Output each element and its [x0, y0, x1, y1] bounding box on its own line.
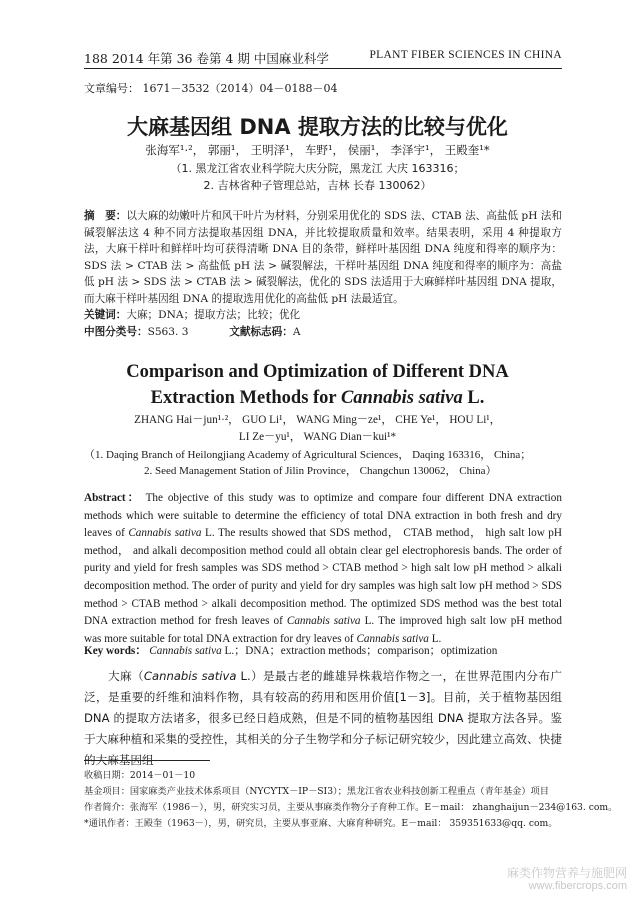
english-title-line-1: Comparison and Optimization of Different DNA [126, 362, 509, 382]
species-name: Cannabis sativa [149, 645, 222, 657]
chinese-abstract-label: 摘 要： [84, 210, 127, 222]
footnote-rule [84, 760, 210, 761]
english-title-part: Extraction Methods for [150, 388, 341, 408]
english-keywords-label: Key words： [84, 645, 147, 657]
english-title-line-2 [0, 385, 635, 411]
document-code: A [292, 326, 301, 338]
footnote-received: 收稿日期：2014－01－10 [84, 770, 196, 781]
english-keywords [84, 642, 497, 658]
english-title [0, 359, 635, 411]
english-abstract-text: L. The improved high salt low pH method was more suitable for total DNA extraction for dry leaves of [84, 615, 562, 645]
chinese-abstract [84, 208, 562, 308]
body-paragraph [84, 666, 562, 771]
species-name: Cannabis sativa [286, 615, 361, 628]
english-title-species: Cannabis sativa [340, 388, 463, 408]
english-abstract-label: Abstract： [84, 492, 141, 504]
chinese-affiliation-1: （1. 黑龙江省农业科学院大庆分院，黑龙江 大庆 163316； [170, 162, 465, 175]
body-text: L.）是最古老的雌雄异株栽培作物之一，在世界范围内分布广泛，是重要的纤维和油料作物，具有较高的药用和医用价值[1－3]。目前，关于植物基因组 DNA 的提取方法诸多，很多已经日趋成熟，但是不同的植物基因组 DNA 提取方法各异。鉴于大麻种植和采集的受控性，其相关的分子生物学和分子标记研究较少，因此建立高效、快捷的大麻基因组 [84, 669, 562, 767]
english-keywords-text: L.；DNA；extraction methods；comparison；optimization [221, 645, 498, 657]
footnote-corresponding: *通讯作者：王殿奎（1963－），男，研究员，主要从事亚麻、大麻育种研究。E－mail： 359351633@qq. com。 [84, 818, 558, 829]
chinese-authors: 张海军¹·²， 郭丽¹， 王明泽¹， 车野¹， 侯丽¹， 李泽宇¹， 王殿奎¹* [145, 143, 490, 157]
chinese-abstract-text: 以大麻的幼嫩叶片和风干叶片为材料，分别采用优化的 SDS 法、CTAB 法、高盐低 pH 法和碱裂解法这 4 种不同方法提取基因组 DNA，并比较提取质量和效率。结果表明，采用 4 种提取方法，大麻干样叶和鲜样叶均可获得清晰 DNA 目的条带，鲜样叶基因组 DNA 纯度和得率的顺序为：SDS 法 > CTAB 法 > 高盐低 pH 法 > 碱裂解法，干样叶基因组 DNA 纯度和得率的顺序为：高盐低 pH 法 > SDS 法 > CTAB 法 > 碱裂解法，优化的 SDS 法适用于大麻鲜样叶基因组 DNA 提取，而大麻干样叶基因组 DNA 的提取选用优化的高盐低 pH 法最适宜。 [84, 210, 563, 305]
footnote-author: 作者简介：张海军（1986－），男，研究实习员，主要从事麻类作物分子育种工作。E－mail： zhanghaijun－234@163. com。 [84, 802, 618, 813]
species-name: Cannabis sativa [128, 527, 202, 540]
species-name: Cannabis sativa [356, 632, 429, 645]
clc-number: S563. 3 [147, 326, 189, 338]
classification-line [84, 324, 300, 339]
english-title-suffix: L. [462, 388, 485, 408]
english-affiliation-1: （1. Daqing Branch of Heilongjiang Academy of Agricultural Sciences， Daqing 163316， China； [84, 449, 532, 461]
header-rule [84, 68, 562, 69]
english-affiliation-2: 2. Seed Management Station of Jilin Province， Changchun 130062， China） [144, 465, 497, 477]
species-name: Cannabis sativa [143, 669, 237, 683]
clc-label: 中图分类号： [84, 326, 148, 338]
document-code-label: 文献标志码： [229, 326, 293, 338]
watermark-url: www.fibercrops.com [528, 880, 627, 892]
english-abstract [84, 490, 562, 648]
footnote-fund: 基金项目：国家麻类产业技术体系项目（NYCYTX－IP－SI3）；黑龙江省农业科技创新工程重点（青年基金）项目 [84, 786, 549, 797]
article-number: 文章编号： 1671－3532（2014）04－0188－04 [84, 82, 338, 95]
chinese-keywords-text: 大麻；DNA；提取方法；比较；优化 [126, 309, 301, 321]
header-journal-en: PLANT FIBER SCIENCES IN CHINA [369, 49, 562, 61]
chinese-title: 大麻基因组 DNA 提取方法的比较与优化 [127, 115, 508, 139]
english-abstract-text: The objective of this study was to optimize and compare four different DNA extraction methods which were suitable to determine the efficiency of total DNA extraction in both fresh and dry leaves of [84, 492, 562, 540]
body-text: 大麻（ [108, 669, 144, 683]
chinese-affiliation-2: 2. 吉林省种子管理总站，吉林 长春 130062） [203, 179, 432, 192]
chinese-keywords [84, 307, 300, 322]
watermark-site-name: 麻类作物营养与施肥网 [506, 866, 627, 880]
chinese-keywords-label: 关键词： [84, 309, 127, 321]
english-abstract-text: L. [428, 632, 442, 645]
english-authors-line-1: ZHANG Hai－jun¹·²， GUO Li¹， WANG Ming－ze¹， CHE Ye¹， HOU Li¹， [134, 414, 501, 426]
header-left: 188 2014 年第 36 卷第 4 期 中国麻业科学 [84, 51, 329, 66]
english-authors-line-2: LI Ze－yu¹， WANG Dian－kui¹* [238, 431, 397, 443]
english-abstract-text: L. The results showed that SDS method， CTAB method， high salt low pH method， and alkali decomposition method could all obtain clear gel electrophoresis bands. The order of purity and yield for fresh samples was SDS method > CTAB method > high salt low pH method > alkali decomposition method. The order of purity and yield for dry samples was high salt low pH method > SDS method > CTAB method > alkali decomposition method. The optimized SDS method was the best total DNA extraction method for fresh leaves of [84, 527, 562, 628]
